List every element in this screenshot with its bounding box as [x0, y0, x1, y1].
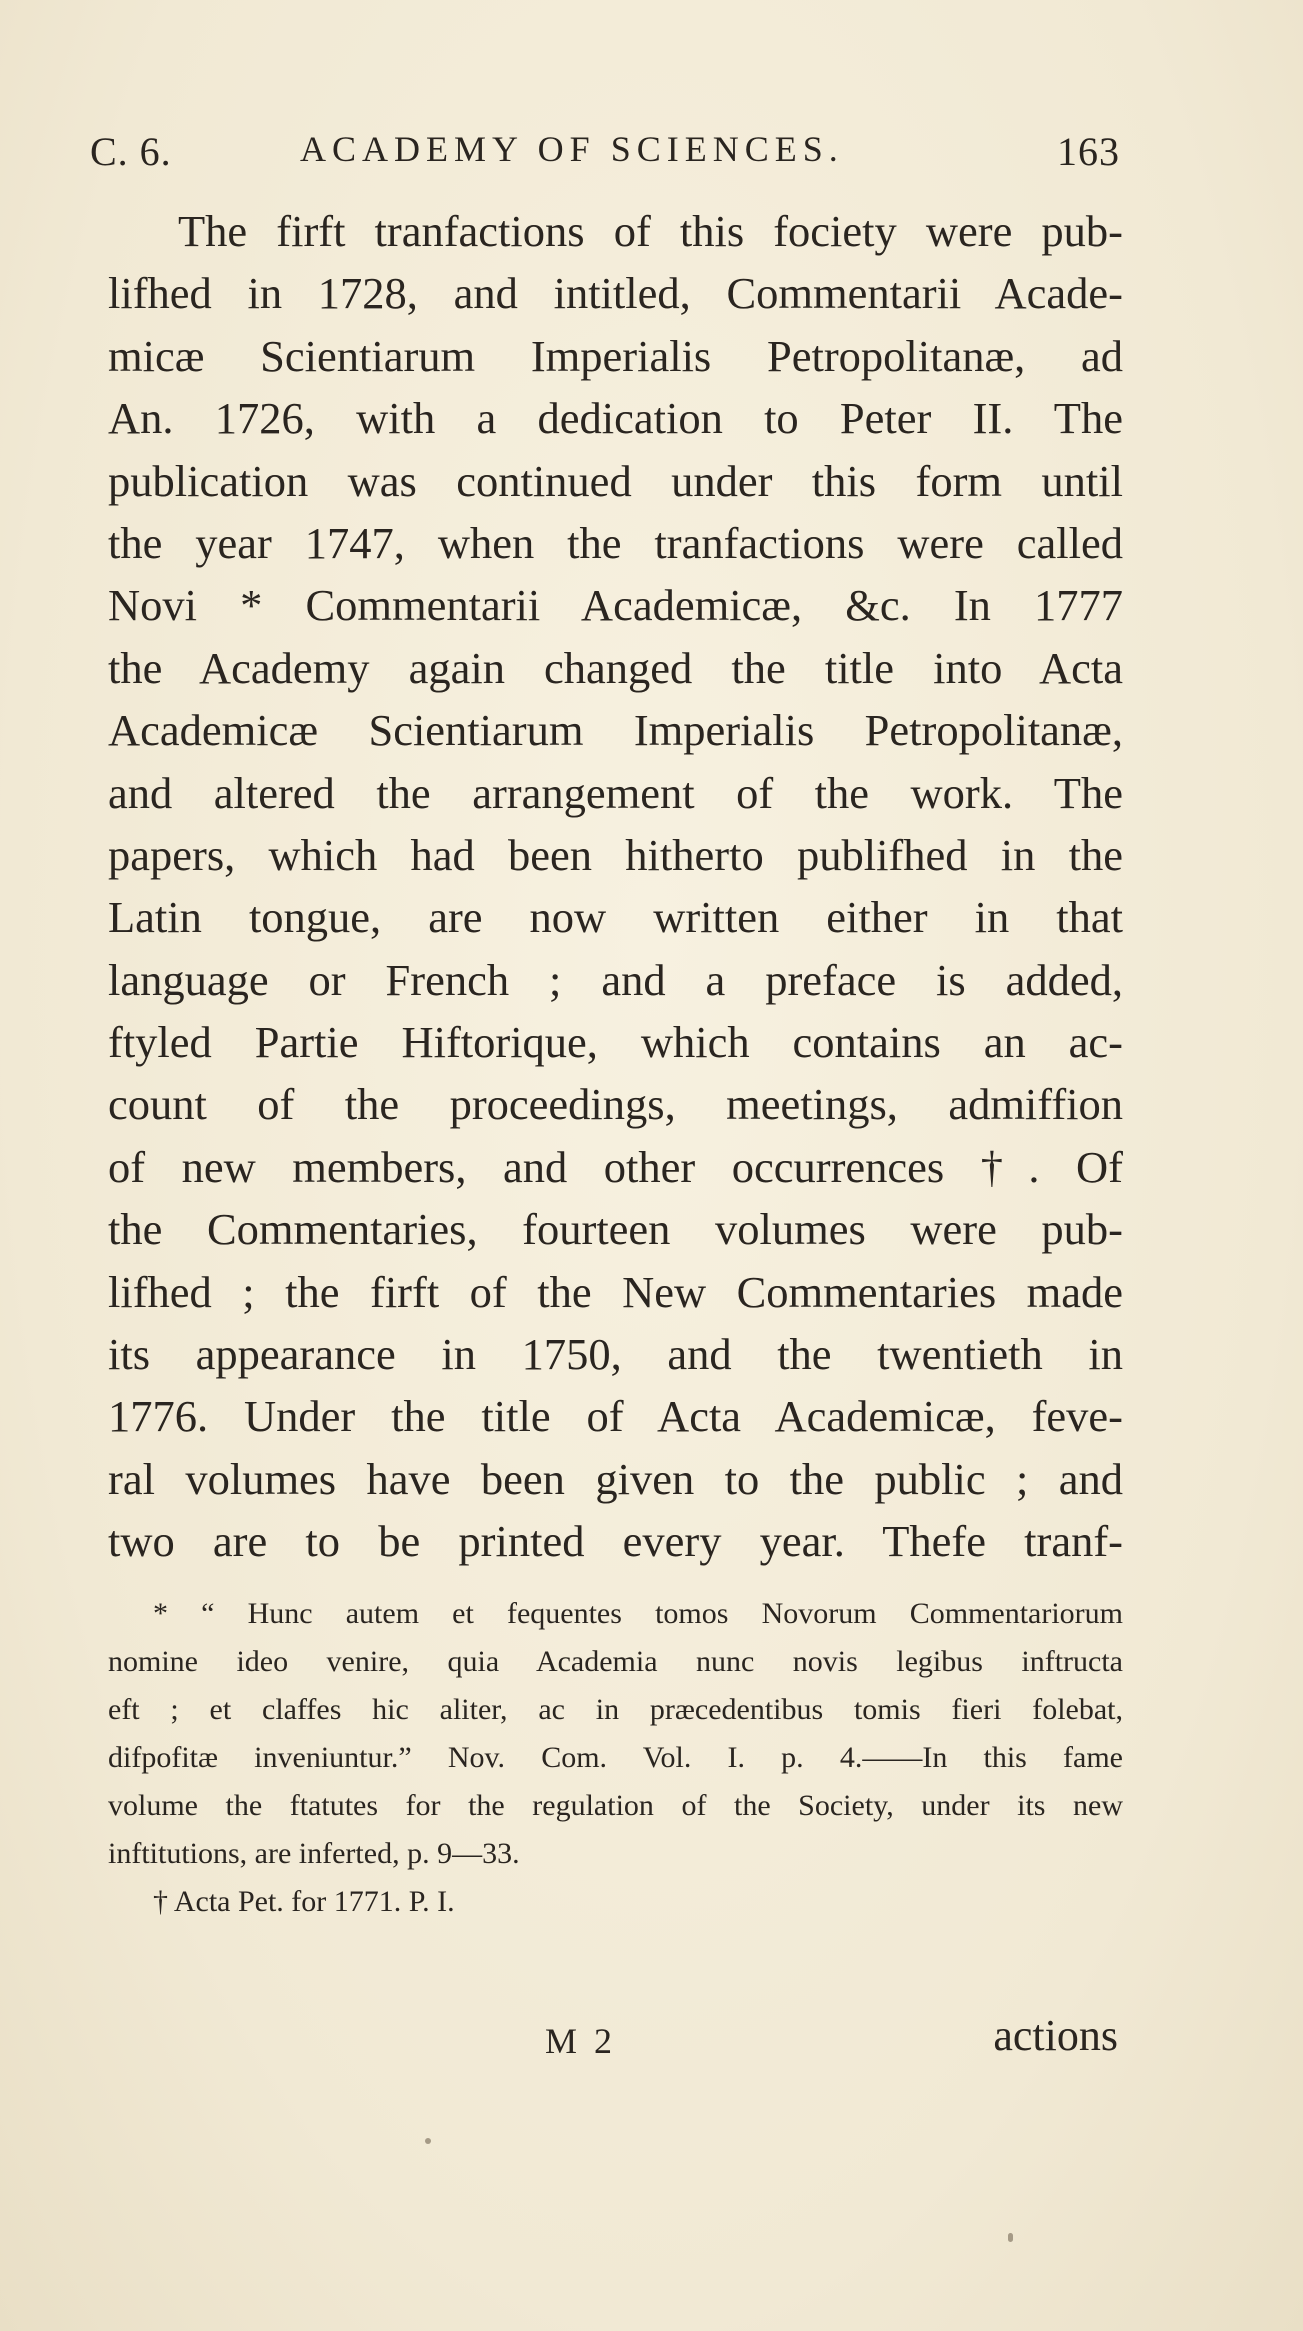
footnote-line: eft ; et claffes hic aliter, ac in præcedentibus tomis fieri folebat, [108, 1693, 1123, 1726]
footnotes [108, 1590, 1123, 1926]
text-line: papers, which had been hitherto publifhed in the [108, 829, 1123, 880]
signature-mark: M 2 [545, 2021, 617, 2061]
text-line: the Commentaries, fourteen volumes were pub- [108, 1204, 1123, 1255]
text-line: and altered the arrangement of the work. The [108, 767, 1123, 818]
text-line: its appearance in 1750, and the twentieth in [108, 1329, 1123, 1380]
text-line: language or French ; and a preface is added, [108, 954, 1123, 1005]
running-header [90, 118, 1120, 178]
text-line: 1776. Under the title of Acta Academicæ, feve- [108, 1391, 1123, 1442]
text-line: Latin tongue, are now written either in that [108, 892, 1123, 943]
text-line: An. 1726, with a dedication to Peter II. The [108, 393, 1123, 444]
text-line: ral volumes have been given to the public ; and [108, 1453, 1123, 1504]
text-line: of new members, and other occurrences †. Of [108, 1141, 1123, 1192]
text-line: ftyled Partie Hiftorique, which contains an ac- [108, 1017, 1123, 1068]
text-line: lifhed ; the firft of the New Commentaries made [108, 1266, 1123, 1317]
text-line: the year 1747, when the tranfactions were called [108, 517, 1123, 568]
footnote-line: nomine ideo venire, quia Academia nunc novis legibus inftructa [108, 1645, 1123, 1678]
text-line: count of the proceedings, meetings, admiffion [108, 1079, 1123, 1130]
footnote-line: difpofitæ inveniuntur.” Nov. Com. Vol. I. p. 4.——In this fame [108, 1741, 1123, 1774]
text-line: the Academy again changed the title into Acta [108, 642, 1123, 693]
running-title: ACADEMY OF SCIENCES. [300, 129, 844, 169]
text-line: two are to be printed every year. Thefe tranf- [108, 1516, 1123, 1567]
text-line: lifhed in 1728, and intitled, Commentarii Acade- [108, 268, 1123, 319]
main-text [108, 200, 1123, 1573]
text-line: publication was continued under this form until [108, 455, 1123, 506]
text-line: The firft tranfactions of this fociety were pub- [178, 206, 1123, 256]
paper-speck [1008, 2233, 1013, 2242]
catchword: actions [993, 2011, 1118, 2060]
page-number: 163 [1057, 129, 1120, 174]
footnote-line: inftitutions, are inferted, p. 9—33. [108, 1837, 520, 1870]
footnote-line: † Acta Pet. for 1771. P. I. [153, 1885, 455, 1918]
paper-speck [425, 2138, 431, 2144]
chapter-label: C. 6. [90, 129, 172, 174]
text-line: Novi * Commentarii Academicæ, &c. In 1777 [108, 580, 1123, 631]
footnote-line: volume the ftatutes for the regulation of the Society, under its new [108, 1789, 1123, 1822]
text-line: Academicæ Scientiarum Imperialis Petropolitanæ, [108, 705, 1123, 756]
footnote-line: * “ Hunc autem et fequentes tomos Novorum Commentariorum [153, 1597, 1123, 1630]
text-line: micæ Scientiarum Imperialis Petropolitanæ, ad [108, 330, 1123, 381]
